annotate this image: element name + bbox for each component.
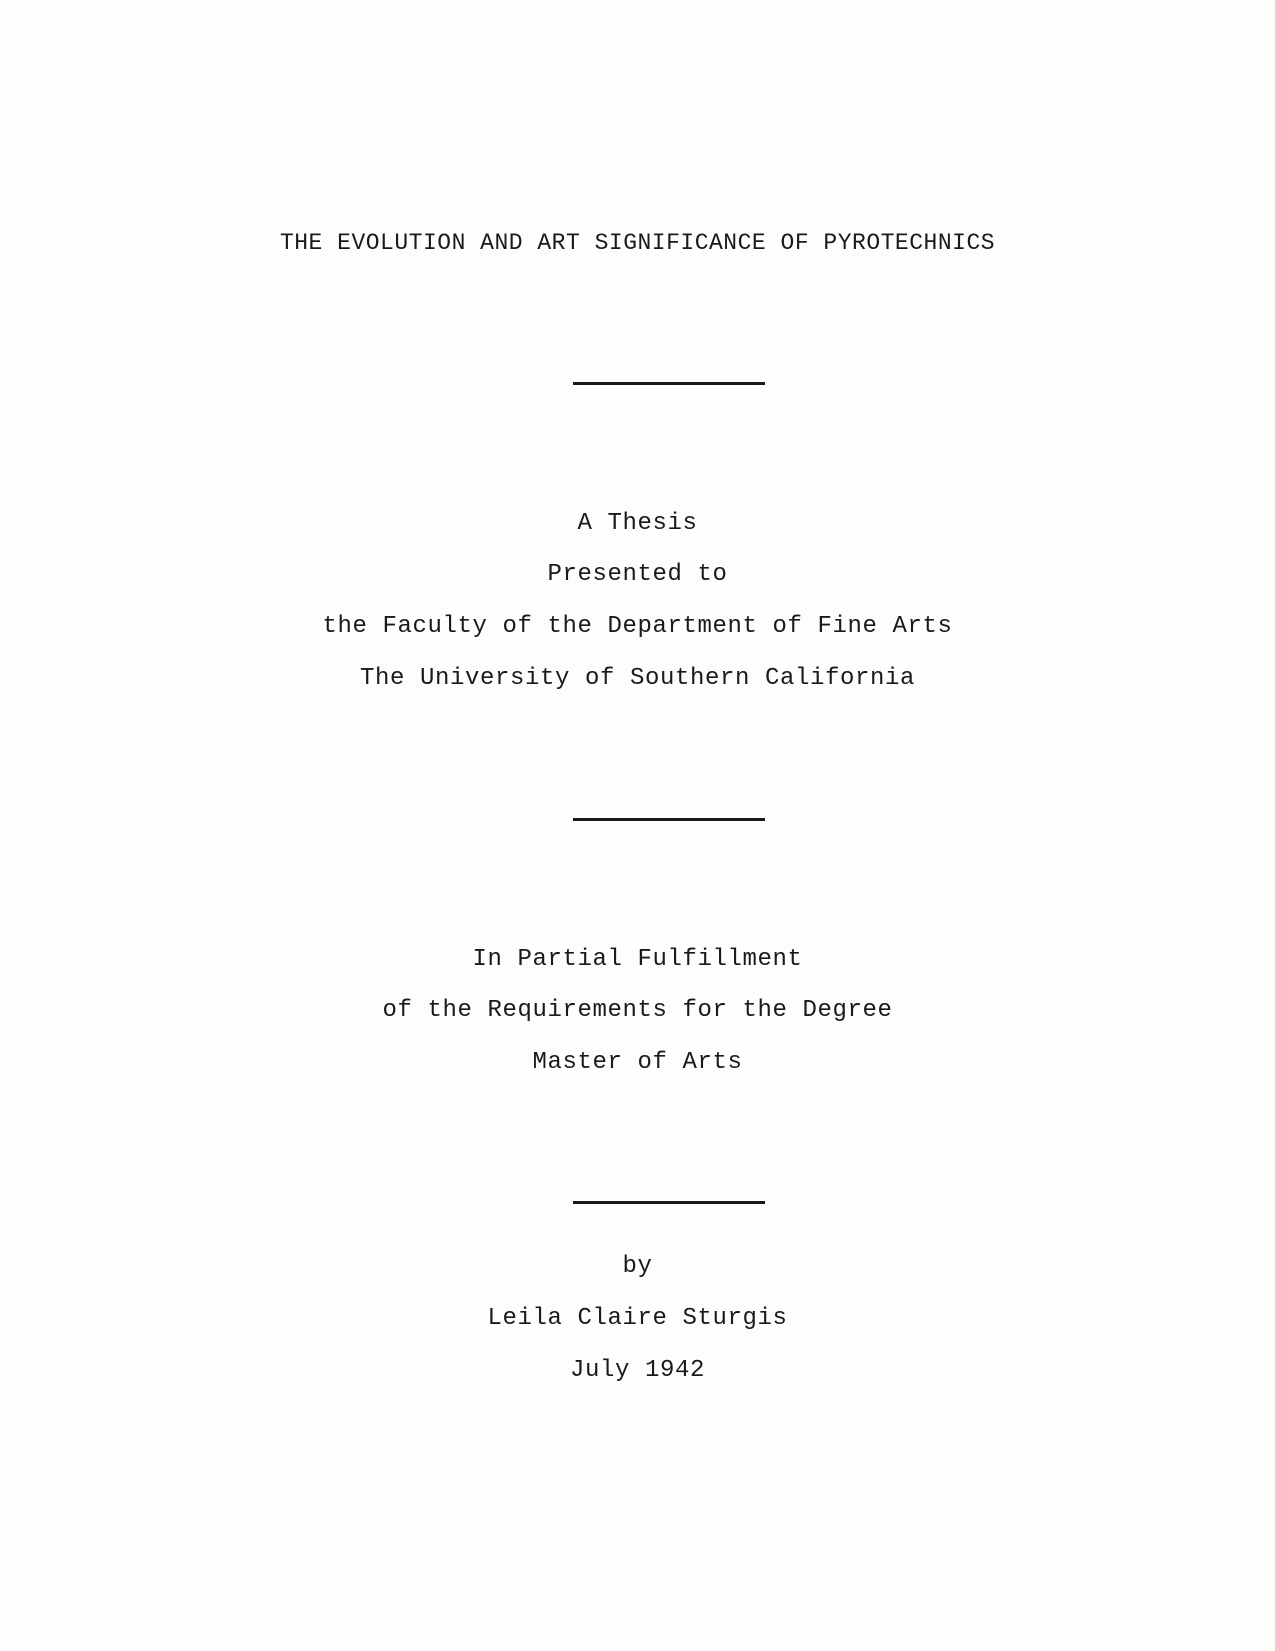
by-label: by xyxy=(622,1253,653,1280)
degree-line: Master of Arts xyxy=(532,1049,743,1076)
university-line: The University of Southern California xyxy=(359,665,916,692)
divider-rule-1 xyxy=(573,382,765,385)
submission-date: July 1942 xyxy=(569,1357,706,1384)
divider-rule-3 xyxy=(573,1201,765,1204)
requirements-line: of the Requirements for the Degree xyxy=(382,997,893,1024)
thesis-label: A Thesis xyxy=(577,510,698,537)
author-name: Leila Claire Sturgis xyxy=(487,1305,788,1332)
faculty-line: the Faculty of the Department of Fine Arts xyxy=(322,613,953,640)
thesis-title: THE EVOLUTION AND ART SIGNIFICANCE OF PYROTECHNICS xyxy=(279,230,996,256)
divider-rule-2 xyxy=(573,818,765,821)
fulfillment-line: In Partial Fulfillment xyxy=(472,946,803,973)
presented-to: Presented to xyxy=(547,561,728,588)
